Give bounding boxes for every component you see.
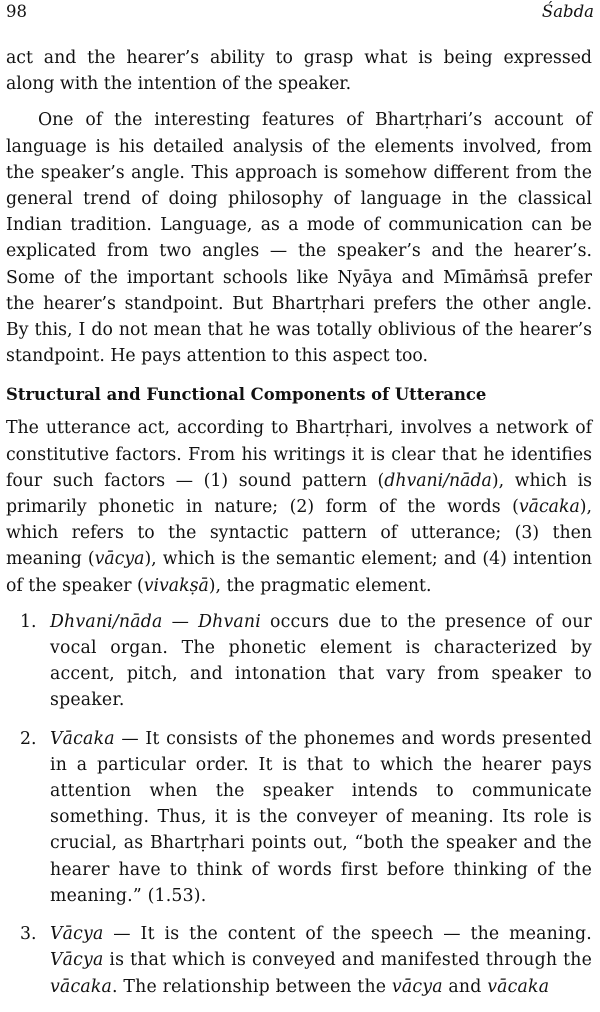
page-number: 98 [6, 2, 27, 21]
page-body [6, 45, 592, 1012]
text-run: occurs due to the presence of our vocal organ. The phonetic element is characterized by accent, pitch, and intonation that vary from speaker to speaker. [50, 611, 592, 711]
text-run: — It is the content of the speech — the meaning. [103, 924, 592, 945]
component-list [6, 609, 592, 1000]
text-run: is that which is conveyed and manifested through the [103, 950, 592, 971]
list-item [6, 609, 592, 714]
term: Vācya [50, 924, 104, 945]
text-run: . The relationship between the [112, 976, 392, 997]
text-run: — It consists of the phonemes and words presented in a particular order. It is that to which the hearer pays attention when the speaker intends to communicate something. Thus, it is the conveyer of meaning. Its role is crucial, as Bhartṛhari points out, “both the speaker and the hearer have to think of words first before thinking of the meaning.” (1.53). [50, 728, 592, 906]
text-run: — [162, 611, 199, 632]
text-run: ), which refers to the syntactic pattern of utterance; (3) then meaning ( [6, 497, 592, 570]
term: Dhvani [198, 611, 261, 632]
term: vācaka [487, 976, 550, 997]
term: vācya [391, 976, 443, 997]
paragraph-bhartrhari-features: One of the interesting features of Bhartṛhari’s account of language is his detailed analysis of the elements involved, from the speaker’s angle. This approach is somehow different from the general trend of doing philosophy of language in the classical Indian tradition. Language, as a mode of communication can be explicated from two angles — the speaker’s and the hearer’s. Some of the important schools like Nyāya and Mīmāṁsā prefer the hearer’s standpoint. But Bhartṛhari prefers the other angle. By this, I do not mean that he was totally oblivious of the hearer’s standpoint. He pays attention to this aspect too. [6, 110, 592, 367]
text-run: and [442, 976, 488, 997]
text-run: ), which is primarily phonetic in nature; (2) form of the words ( [6, 470, 593, 518]
term-dhvani-nada: dhvani/nāda [384, 470, 492, 491]
text-run: ), which is the semantic element; and (4) intention of the speaker ( [6, 549, 592, 596]
term: Dhvani/nāda [50, 611, 163, 632]
running-title: Śabda [541, 2, 594, 21]
term: vācaka [50, 976, 113, 997]
list-number: 2. [20, 728, 37, 749]
list-item-text [50, 726, 592, 909]
text-run: The utterance act, according to Bhartṛhari, involves a network of constitutive factors. From his writings it is clear that he identifies four such factors — (1) sound pattern ( [6, 418, 592, 491]
term: Vācya [50, 950, 104, 971]
paragraph-utterance-act [6, 415, 592, 598]
term-vacya: vācya [94, 549, 145, 570]
list-number: 3. [20, 924, 37, 945]
term-vivaksa: vivakṣā [143, 575, 209, 596]
page-header [6, 2, 594, 26]
text-run: ), the pragmatic element. [208, 575, 432, 596]
list-item [6, 921, 592, 1000]
list-item-text [50, 921, 592, 1000]
list-item-text [50, 609, 592, 714]
term: Vācaka [50, 728, 115, 749]
list-number: 1. [20, 611, 37, 632]
list-item [6, 726, 592, 909]
paragraph-continued: act and the hearer’s ability to grasp what is being expressed along with the intention of the speaker. [6, 48, 592, 95]
section-heading: Structural and Functional Components of Utterance [6, 385, 487, 405]
term-vacaka: vācaka [518, 497, 580, 518]
